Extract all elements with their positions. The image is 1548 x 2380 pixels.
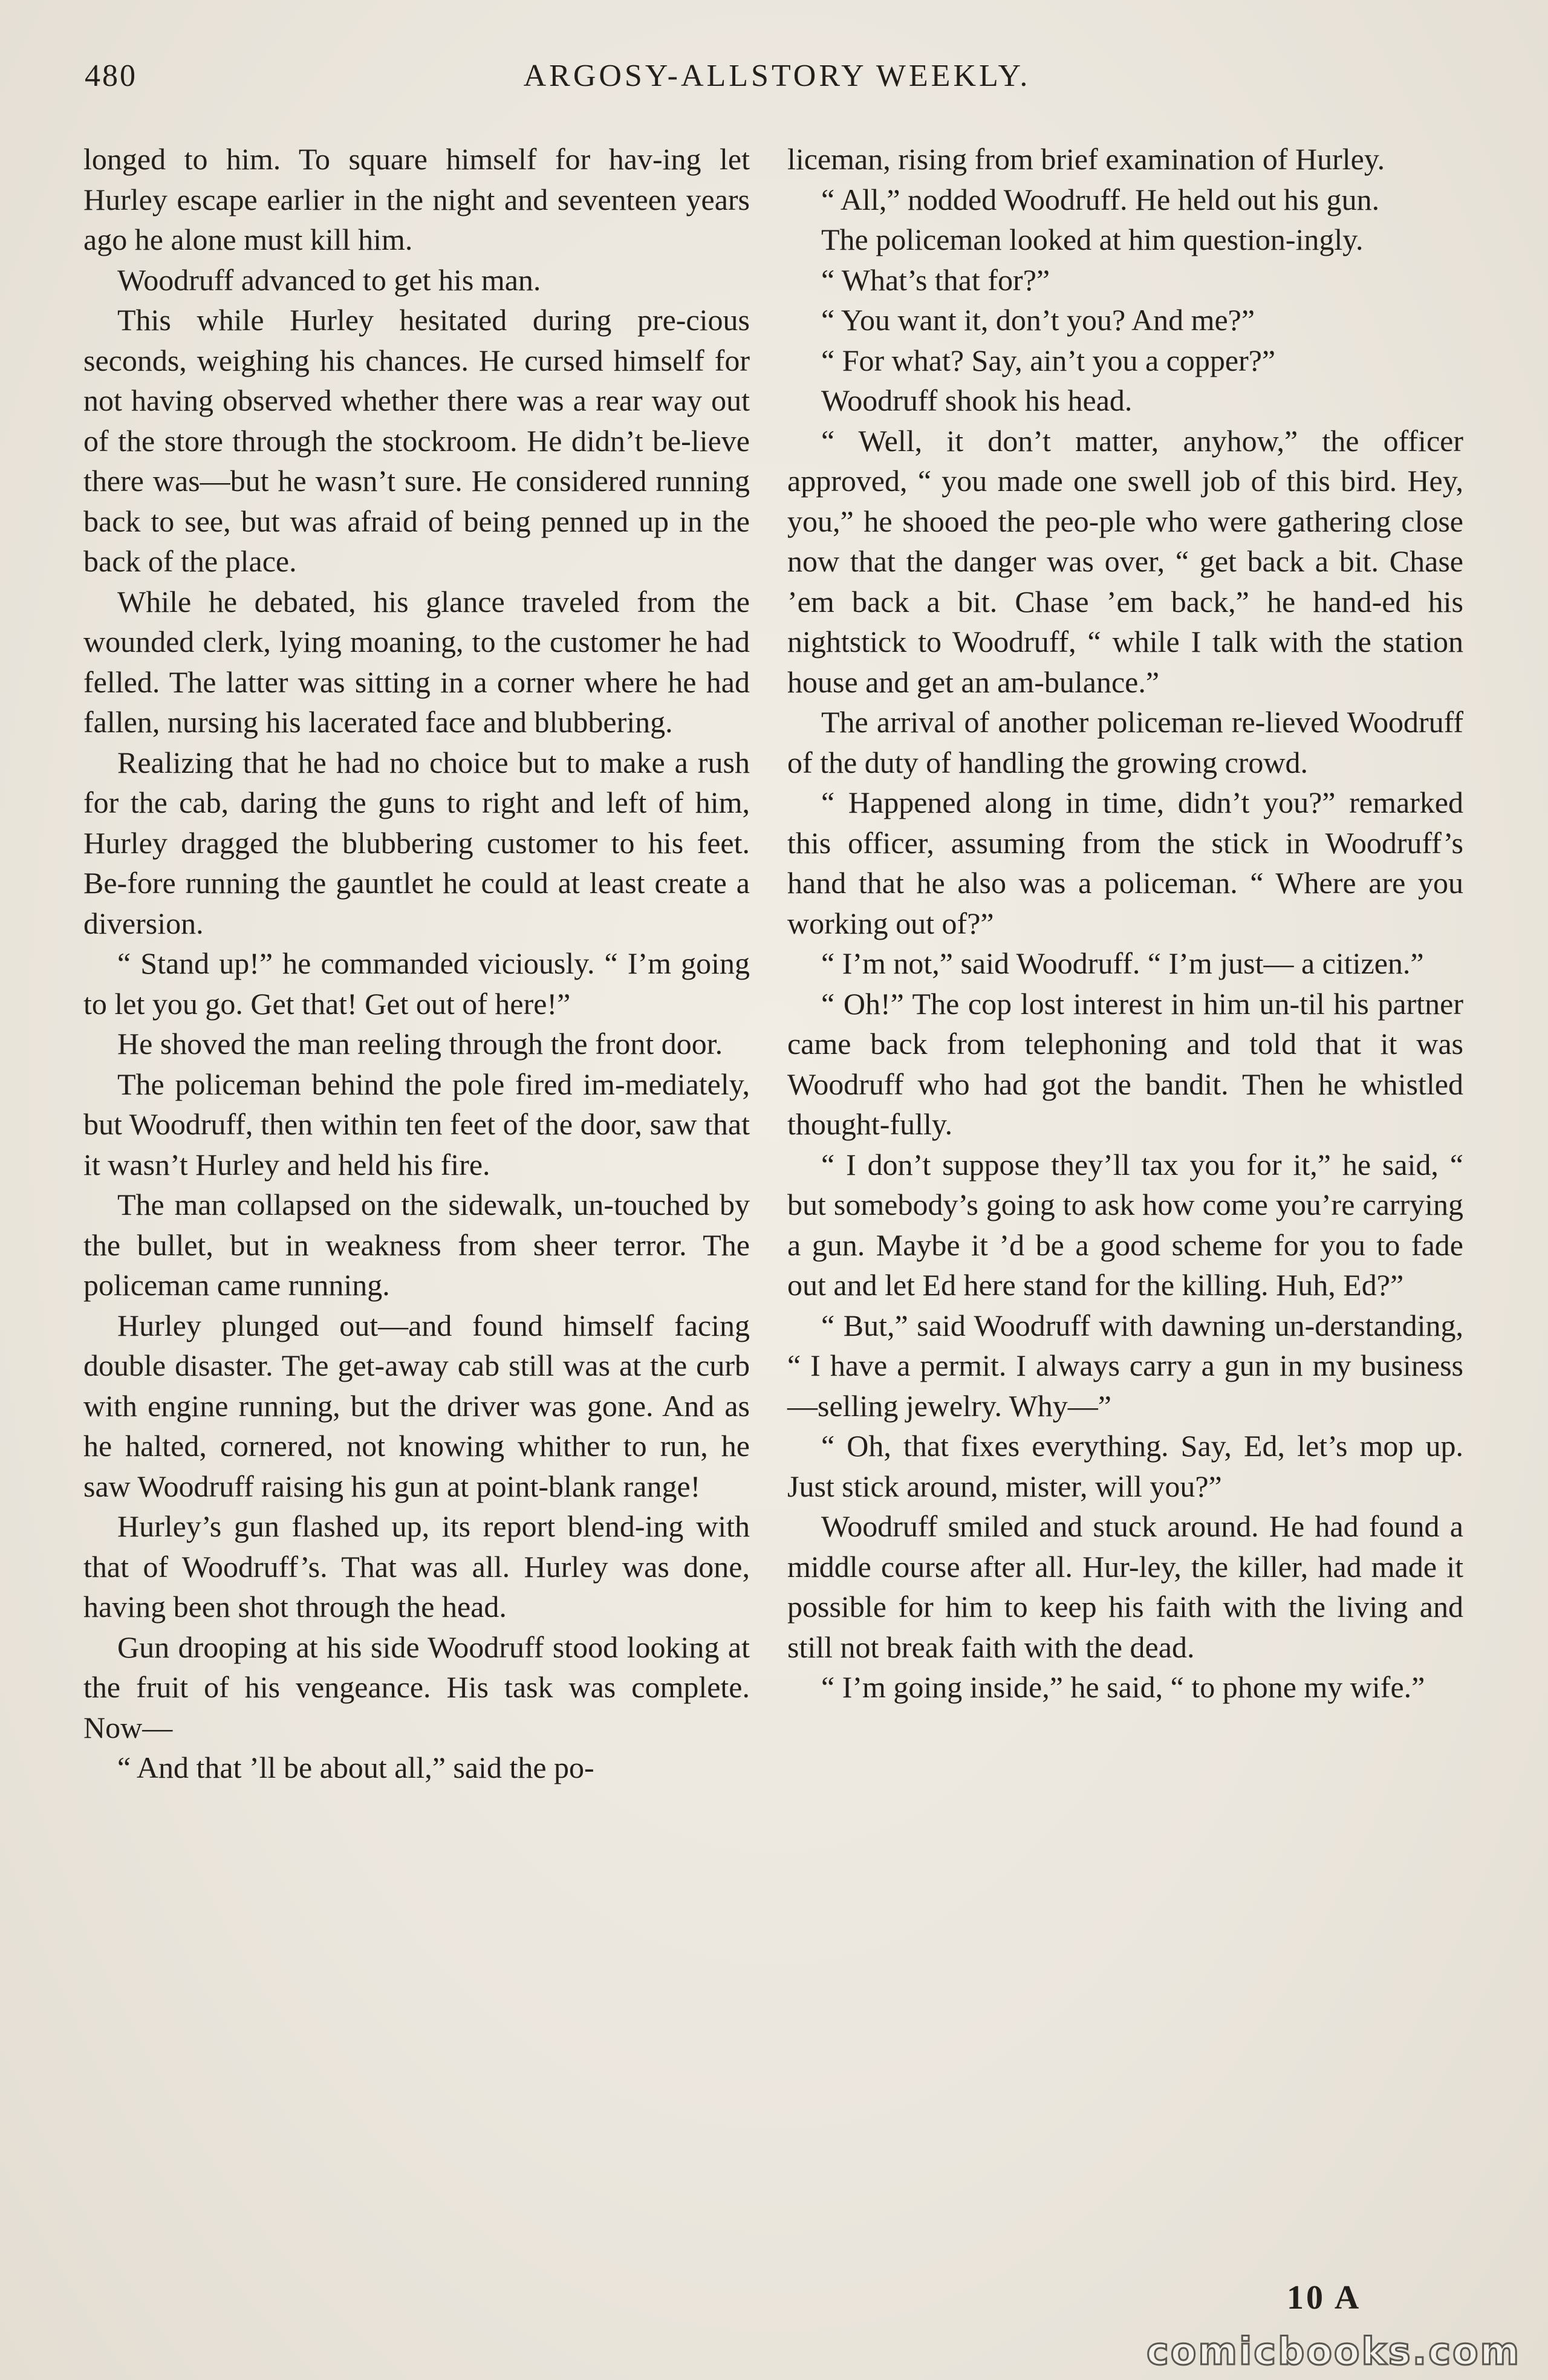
- watermark: comicbooks.com: [1146, 2329, 1521, 2373]
- paragraph: Woodruff advanced to get his man.: [117, 262, 541, 297]
- paragraph: “ Well, it don’t matter, anyhow,” the officer approved, “ you made one swell job of this bird. Hey, you,” he shooed the peo-ple who were gathering close now that the danger was over, “ get back a bit. Chase ’em back a bit. Chase ’em back,” he hand-ed his nightstick to Woodruff, “ while I talk with the station house and get an am-bulance.”: [787, 423, 1463, 699]
- paragraph: “ Stand up!” he commanded viciously. “ I’m going to let you go. Get that! Get out of here!”: [83, 946, 750, 1021]
- paragraph: This while Hurley hesitated during pre-cious seconds, weighing his chances. He cursed himself for not having observed whether there was a rear way out of the store through the stockroom. He didn’t be-lieve there was—but he wasn’t sure. He considered running back to see, but was afraid of being penned up in the back of the place.: [83, 303, 750, 578]
- paragraph: “ And that ’ll be about all,” said the po-: [117, 1751, 594, 1784]
- paragraph: Hurley plunged out—and found himself facing double disaster. The get-away cab still was at the curb with engine running, but the driver was gone. And as he halted, cornered, not knowing whither to run, he saw Woodruff raising his gun at point-blank range!: [83, 1308, 750, 1503]
- paragraph: The arrival of another policeman re-lieved Woodruff of the duty of handling the growing crowd.: [787, 705, 1463, 779]
- signature-mark: 10 A: [1287, 2279, 1362, 2317]
- paragraph: Gun drooping at his side Woodruff stood looking at the fruit of his vengeance. His task was complete. Now—: [83, 1630, 750, 1744]
- paragraph: Woodruff smiled and stuck around. He had found a middle course after all. Hur-ley, the killer, had made it possible for him to keep his faith with the living and still not break faith with the dead.: [787, 1509, 1463, 1664]
- paragraph: “ Oh, that fixes everything. Say, Ed, let’s mop up. Just stick around, mister, will you?”: [787, 1429, 1463, 1503]
- page-header: [85, 58, 1469, 106]
- page-number: 480: [85, 59, 137, 93]
- right-column: [787, 139, 1463, 1708]
- paragraph: “ Happened along in time, didn’t you?” remarked this officer, assuming from the stick in Woodruff’s hand that he also was a policeman. “ Where are you working out of?”: [787, 785, 1463, 940]
- paragraph: “ All,” nodded Woodruff. He held out his gun.: [821, 182, 1380, 216]
- paragraph: Realizing that he had no choice but to make a rush for the cab, daring the guns to right and left of him, Hurley dragged the blubbering customer to his feet. Be-fore running the gauntlet he could at least create a diversion.: [83, 745, 750, 940]
- paragraph: The policeman looked at him question-ingly.: [821, 223, 1364, 256]
- paragraph: “ I’m not,” said Woodruff. “ I’m just— a citizen.”: [821, 946, 1424, 980]
- paragraph: The man collapsed on the sidewalk, un-touched by the bullet, but in weakness from sheer terror. The policeman came running.: [83, 1188, 750, 1302]
- paragraph: Woodruff shook his head.: [821, 383, 1133, 417]
- paragraph: “ For what? Say, ain’t you a copper?”: [821, 343, 1276, 377]
- paragraph: “ I’m going inside,” he said, “ to phone my wife.”: [821, 1670, 1425, 1704]
- paragraph: longed to him. To square himself for hav-ing let Hurley escape earlier in the night and seventeen years ago he alone must kill him.: [83, 142, 750, 256]
- paragraph: “ I don’t suppose they’ll tax you for it,” he said, “ but somebody’s going to ask how come you’re carrying a gun. Maybe it ’d be a good scheme for you to fade out and let Ed here stand for the killing. Huh, Ed?”: [787, 1147, 1463, 1302]
- paragraph: He shoved the man reeling through the front door.: [117, 1027, 723, 1061]
- paragraph: “ Oh!” The cop lost interest in him un-til his partner came back from telephoning and told that it was Woodruff who had got the bandit. Then he whistled thought-fully.: [787, 986, 1463, 1141]
- paragraph: While he debated, his glance traveled from the wounded clerk, lying moaning, to the customer he had felled. The latter was sitting in a corner where he had fallen, nursing his lacerated face and blubbering.: [83, 584, 750, 739]
- paragraph: “ What’s that for?”: [821, 262, 1050, 297]
- running-title: ARGOSY-ALLSTORY WEEKLY.: [523, 59, 1031, 93]
- left-column: [83, 139, 750, 1788]
- paragraph: “ But,” said Woodruff with dawning un-derstanding, “ I have a permit. I always carry a gun in my business—selling jewelry. Why—”: [787, 1308, 1463, 1423]
- paragraph: “ You want it, don’t you? And me?”: [821, 303, 1255, 337]
- paragraph: liceman, rising from brief examination of Hurley.: [787, 142, 1385, 176]
- paragraph: Hurley’s gun flashed up, its report blend-ing with that of Woodruff’s. That was all. Hurley was done, having been shot through the head.: [83, 1509, 750, 1624]
- paragraph: The policeman behind the pole fired im-mediately, but Woodruff, then within ten feet of the door, saw that it wasn’t Hurley and held his fire.: [83, 1067, 750, 1182]
